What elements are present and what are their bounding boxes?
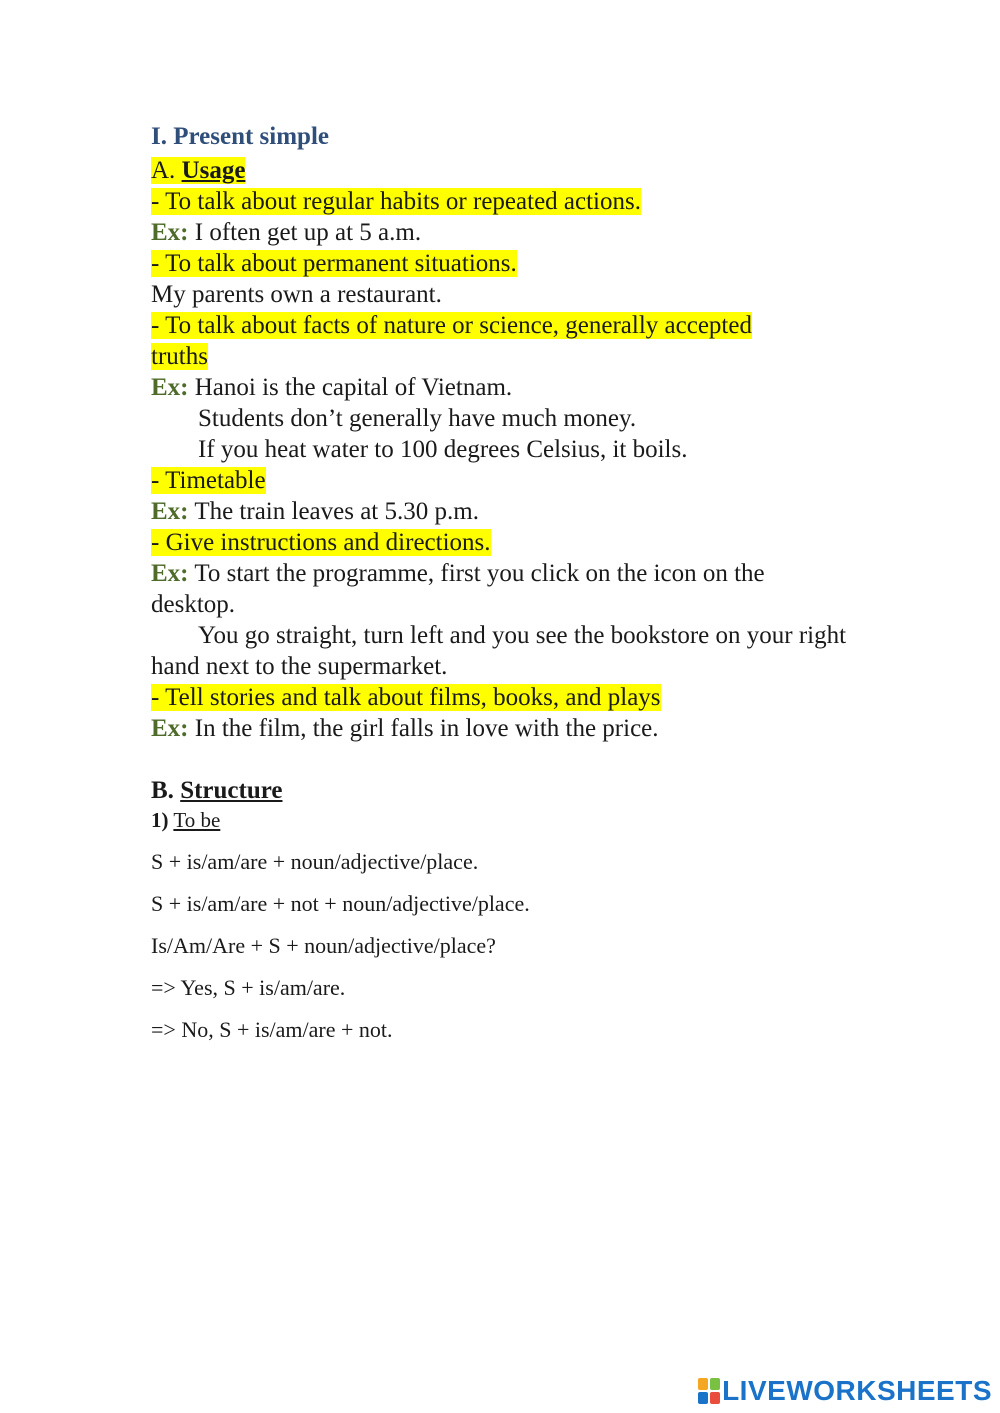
formula-negative: S + is/am/are + not + noun/adjective/place. — [151, 891, 530, 916]
structure-letter: B. — [151, 777, 174, 804]
usage-example-5a: Ex: To start the programme, first you click on the icon on the desktop. — [151, 560, 765, 618]
usage-example-4: Ex: The train leaves at 5.30 p.m. — [151, 498, 479, 525]
formula-yes-answer: => Yes, S + is/am/are. — [151, 975, 346, 1000]
ex-label: Ex: — [151, 715, 189, 742]
ex-label: Ex: — [151, 374, 189, 401]
structure-heading — [151, 775, 871, 806]
formula-question: Is/Am/Are + S + noun/adjective/place? — [151, 933, 496, 958]
ex-label: Ex: — [151, 219, 189, 246]
usage-rule-6: - Tell stories and talk about films, books, and plays — [151, 684, 661, 711]
usage-example-3c: If you heat water to 100 degrees Celsius, it boils. — [198, 436, 688, 463]
usage-example-3a: Ex: Hanoi is the capital of Vietnam. — [151, 374, 513, 401]
usage-example-6: Ex: In the film, the girl falls in love with the price. — [151, 715, 659, 742]
usage-heading — [151, 155, 871, 186]
sub-label: To be — [173, 808, 221, 832]
ex-label: Ex: — [151, 560, 189, 587]
usage-example-1: Ex: I often get up at 5 a.m. — [151, 219, 422, 246]
usage-example-2: My parents own a restaurant. — [151, 281, 442, 308]
structure-subheading — [151, 806, 871, 834]
formula-affirmative: S + is/am/are + noun/adjective/place. — [151, 849, 479, 874]
ex-label: Ex: — [151, 498, 189, 525]
usage-rule-3: - To talk about facts of nature or science, generally accepted truths — [151, 312, 752, 370]
sub-number: 1) — [151, 808, 169, 832]
structure-heading-text: Structure — [180, 777, 283, 804]
liveworksheets-grid-icon — [698, 1378, 720, 1404]
section-title: I. Present simple — [151, 123, 329, 150]
usage-rule-2: - To talk about permanent situations. — [151, 250, 517, 277]
usage-heading-text: Usage — [181, 157, 246, 184]
formula-no-answer: => No, S + is/am/are + not. — [151, 1017, 393, 1042]
section-gap — [151, 744, 871, 775]
logo-text: LIVEWORKSHEETS — [722, 1375, 992, 1406]
usage-rule-5: - Give instructions and directions. — [151, 529, 491, 556]
usage-rule-4: - Timetable — [151, 467, 266, 494]
usage-letter: A. — [151, 157, 176, 184]
liveworksheets-logo — [698, 1373, 992, 1409]
usage-rule-1: - To talk about regular habits or repeated actions. — [151, 188, 641, 215]
usage-heading-highlight — [151, 157, 245, 184]
usage-example-5b: You go straight, turn left and you see the bookstore on your right hand next to the supermarket. — [151, 622, 847, 680]
usage-example-3b: Students don’t generally have much money. — [198, 405, 637, 432]
worksheet-page — [151, 118, 871, 1058]
